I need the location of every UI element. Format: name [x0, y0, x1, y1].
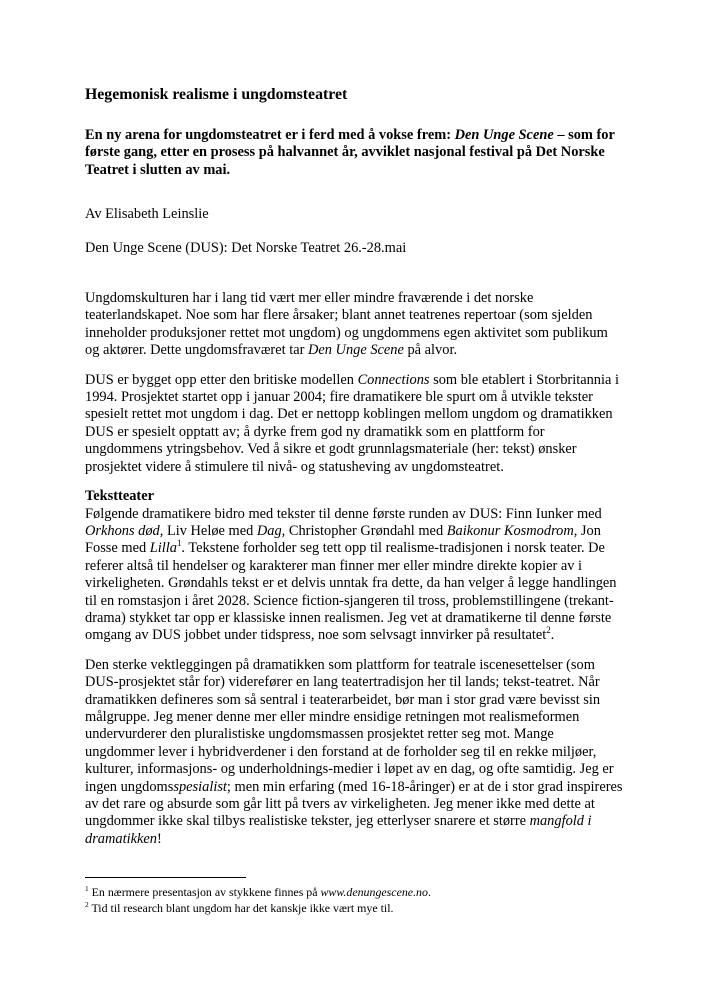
footnote-1: $^1$ En nærmere presentasjon av stykkene finnes på www.denungescene.no.	[85, 884, 431, 899]
lead-paragraph: En ny arena for ungdomsteatret er i ferd med å vokse frem: Den Unge Scene – som for første gang, etter en prosess på halvannet år, avviklet nasjonal festival på Det Norske Teatret i slutten av mai.	[85, 127, 615, 178]
dateline: Den Unge Scene (DUS): Det Norske Teatret 26.-28.mai	[85, 239, 407, 256]
section-heading-tekstteater: Tekstteater	[85, 488, 155, 505]
paragraph-vektlegging: Den sterke vektleggingen på dramatikken som plattform for teatrale iscenesettelser (som DUS-prosjektet står for) viderefører en lang teatertradisjon her til lands; tekst-teatret. Når dramatikken defineres som så sentral i teaterarbeidet, bør man i stor grad være bevisst sin målgruppe. Jeg mener denne mer eller mindre ensidige retningen mot realismeformen undervurderer den pluralistiske ungdomsmassen prosjektet retter seg mot. Mange ungdommer lever i hybridverdener i den forstand at de forholder seg til en rekke miljøer, kulturer, informasjons- og underholdnings-medier i løpet av en dag, og ofte samtidig. Jeg er ingen ungdomsspesialist; men min erfaring (med 16-18-åringer) er at de i stor grad inspireres av det rare og absurde som går litt på tvers av virkeligheten. Jeg mener ikke med dette at ungdommer ikke skal tilbys realistiske tekster, jeg etterlyser snarere et større mangfold i dramatikken!	[85, 656, 623, 847]
paragraph-intro: Ungdomskulturen har i lang tid vært mer eller mindre fraværende i det norske teaterlandskapet. Noe som har flere årsaker; blant annet teatrenes repertoar (som sjelden inneholder produksjoner rettet mot ungdom) og ungdommens egen aktivitet som publikum og aktører. Dette ungdomsfraværet tar Den Unge Scene på alvor.	[85, 290, 608, 359]
document-title: Hegemonisk realisme i ungdomsteatret	[85, 86, 348, 103]
paragraph-tekstteater: Følgende dramatikere bidro med tekster til denne første runden av DUS: Finn Iunker med Orkhons død, Liv Heløe med Dag, Christopher Grøndahl med Baikonur Kosmodrom, Jon Fosse med Lilla$^1$. Tekstene forholder seg tett opp til realisme-tradisjonen i norsk teater. De referer altså til hendelser og karakterer man finner mer eller mindre direkte kopier av i virkeligheten. Grøndahls tekst er et delvis unntak fra dette, da han velger å legge handlingen til en romstasjon i året 2028. Science fiction-sjangeren til tross, problemstillingene (trekant-drama) stykket tar opp er klassiske innen realismen. Jeg vet at dramatikerne til denne første omgang av DUS jobbet under tidspress, noe som selvsagt innvirker på resultatet$^2$.	[85, 505, 617, 644]
paragraph-dus-history: DUS er bygget opp etter den britiske modellen Connections som ble etablert i Storbritannia i 1994. Prosjektet startet opp i januar 2004; fire dramatikere ble spurt om å utvikle tekster spesielt rettet mot ungdom i dag. Det er nettopp koblingen mellom ungdom og dramatikken DUS er spesielt opptatt av; å dyrke frem god ny dramatikk som en plattform for ungdommens ytringsbehov. Ved å sikre et godt grunnlagsmateriale (her: tekst) ønsker prosjektet videre å stimulere til nivå- og statusheving av ungdomsteatret.	[85, 371, 619, 475]
footnote-divider	[85, 877, 246, 878]
footnotes-section	[85, 877, 624, 917]
byline: Av Elisabeth Leinslie	[85, 206, 209, 223]
footnote-2: $^2$ Tid til research blant ungdom har det kanskje ikke vært mye til.	[85, 900, 394, 916]
